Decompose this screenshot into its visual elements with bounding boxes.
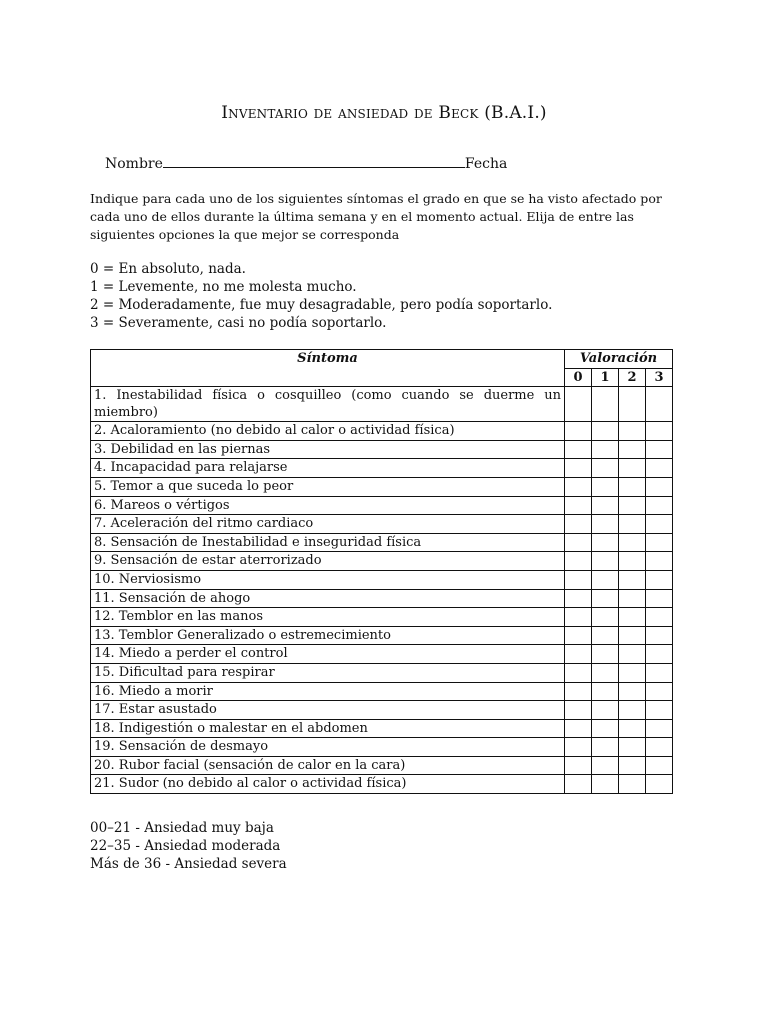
score-cell-2[interactable] (619, 663, 646, 682)
score-cell-0[interactable] (565, 756, 592, 775)
score-cell-2[interactable] (619, 775, 646, 794)
score-cell-1[interactable] (592, 589, 619, 608)
score-cell-2[interactable] (619, 682, 646, 701)
symptom-label: 16. Miedo a morir (91, 682, 565, 701)
table-row (91, 645, 673, 664)
symptom-label: 17. Estar asustado (91, 701, 565, 720)
table-row (91, 626, 673, 645)
table-row (91, 663, 673, 682)
title-abbreviation: (B.A.I.) (484, 103, 547, 123)
score-cell-3[interactable] (646, 477, 673, 496)
symptom-label: 21. Sudor (no debido al calor o actividad física) (91, 775, 565, 794)
score-cell-3[interactable] (646, 515, 673, 534)
symptom-label: 12. Temblor en las manos (91, 608, 565, 627)
score-cell-1[interactable] (592, 387, 619, 422)
symptom-column-header: Síntoma (91, 350, 565, 387)
rating-column-header: Valoración (565, 350, 673, 369)
scale-item: 2 = Moderadamente, fue muy desagradable, pero podía soportarlo. (90, 297, 553, 313)
table-row (91, 422, 673, 441)
score-cell-3[interactable] (646, 422, 673, 441)
score-cell-1[interactable] (592, 626, 619, 645)
score-cell-1[interactable] (592, 663, 619, 682)
score-cell-2[interactable] (619, 422, 646, 441)
name-date-line (105, 155, 507, 172)
table-row (91, 719, 673, 738)
scale-item: 1 = Levemente, no me molesta mucho. (90, 279, 357, 295)
symptom-label: 20. Rubor facial (sensación de calor en la cara) (91, 756, 565, 775)
score-cell-2[interactable] (619, 701, 646, 720)
table-row (91, 682, 673, 701)
score-cell-0[interactable] (565, 570, 592, 589)
score-cell-3[interactable] (646, 496, 673, 515)
score-cell-0[interactable] (565, 387, 592, 422)
score-cell-0[interactable] (565, 552, 592, 571)
score-cell-3[interactable] (646, 682, 673, 701)
score-cell-3[interactable] (646, 626, 673, 645)
score-cell-3[interactable] (646, 570, 673, 589)
symptom-label: 14. Miedo a perder el control (91, 645, 565, 664)
symptom-label: 7. Aceleración del ritmo cardiaco (91, 515, 565, 534)
score-cell-1[interactable] (592, 496, 619, 515)
score-cell-3[interactable] (646, 552, 673, 571)
table-row (91, 570, 673, 589)
score-cell-2[interactable] (619, 440, 646, 459)
score-cell-2[interactable] (619, 496, 646, 515)
table-row (91, 589, 673, 608)
interpretation-item: 22–35 - Ansiedad moderada (90, 838, 281, 854)
symptom-label: 6. Mareos o vértigos (91, 496, 565, 515)
score-cell-0[interactable] (565, 422, 592, 441)
score-header-2: 2 (619, 368, 646, 387)
table-row (91, 477, 673, 496)
score-cell-0[interactable] (565, 626, 592, 645)
score-cell-0[interactable] (565, 459, 592, 478)
score-cell-2[interactable] (619, 645, 646, 664)
title-text-1: nventario de ansiedad de (228, 103, 433, 123)
score-cell-0[interactable] (565, 775, 592, 794)
table-row (91, 738, 673, 757)
score-cell-1[interactable] (592, 533, 619, 552)
score-cell-1[interactable] (592, 682, 619, 701)
title-text-2: eck (451, 103, 479, 123)
score-cell-1[interactable] (592, 570, 619, 589)
score-cell-1[interactable] (592, 738, 619, 757)
score-cell-0[interactable] (565, 701, 592, 720)
symptom-label: 8. Sensación de Inestabilidad e inseguridad física (91, 533, 565, 552)
score-interpretation (90, 819, 287, 873)
table-row (91, 459, 673, 478)
score-cell-3[interactable] (646, 701, 673, 720)
score-cell-1[interactable] (592, 645, 619, 664)
score-cell-2[interactable] (619, 738, 646, 757)
score-cell-1[interactable] (592, 515, 619, 534)
score-cell-3[interactable] (646, 719, 673, 738)
table-row (91, 533, 673, 552)
score-cell-1[interactable] (592, 756, 619, 775)
symptom-label: 3. Debilidad en las piernas (91, 440, 565, 459)
instructions-paragraph: Indique para cada uno de los siguientes síntomas el grado en que se ha visto afectado por cada uno de ellos durante la última semana y en el momento actual. Elija de entre las siguientes opciones la que mejor se corresponda (90, 191, 662, 242)
symptom-table (90, 349, 673, 794)
score-cell-2[interactable] (619, 589, 646, 608)
score-cell-0[interactable] (565, 719, 592, 738)
score-cell-1[interactable] (592, 477, 619, 496)
score-cell-1[interactable] (592, 459, 619, 478)
score-cell-3[interactable] (646, 459, 673, 478)
score-cell-3[interactable] (646, 387, 673, 422)
score-cell-2[interactable] (619, 477, 646, 496)
score-cell-2[interactable] (619, 756, 646, 775)
score-cell-2[interactable] (619, 626, 646, 645)
scale-item: 0 = En absoluto, nada. (90, 261, 246, 277)
title-initial-i: I (221, 103, 229, 123)
score-cell-0[interactable] (565, 682, 592, 701)
symptom-label: 5. Temor a que suceda lo peor (91, 477, 565, 496)
score-cell-0[interactable] (565, 496, 592, 515)
score-cell-3[interactable] (646, 440, 673, 459)
score-cell-2[interactable] (619, 719, 646, 738)
symptom-label: 1. Inestabilidad física o cosquilleo (como cuando se duerme un miembro) (91, 387, 565, 422)
score-cell-1[interactable] (592, 440, 619, 459)
score-cell-0[interactable] (565, 608, 592, 627)
score-cell-0[interactable] (565, 663, 592, 682)
rating-scale (90, 260, 552, 332)
symptom-label: 13. Temblor Generalizado o estremecimiento (91, 626, 565, 645)
score-cell-0[interactable] (565, 589, 592, 608)
score-header-3: 3 (646, 368, 673, 387)
score-cell-3[interactable] (646, 756, 673, 775)
title-initial-b: B (438, 103, 452, 123)
score-cell-2[interactable] (619, 459, 646, 478)
scale-item: 3 = Severamente, casi no podía soportarlo. (90, 315, 387, 331)
symptom-label: 2. Acaloramiento (no debido al calor o actividad física) (91, 422, 565, 441)
table-header-row (91, 350, 673, 369)
score-cell-1[interactable] (592, 775, 619, 794)
score-cell-3[interactable] (646, 533, 673, 552)
table-row (91, 756, 673, 775)
score-cell-2[interactable] (619, 552, 646, 571)
table-row (91, 496, 673, 515)
score-cell-2[interactable] (619, 515, 646, 534)
score-cell-3[interactable] (646, 738, 673, 757)
score-cell-0[interactable] (565, 440, 592, 459)
table-row (91, 387, 673, 422)
symptom-label: 11. Sensación de ahogo (91, 589, 565, 608)
table-row (91, 775, 673, 794)
interpretation-item: Más de 36 - Ansiedad severa (90, 856, 287, 872)
document-title (0, 103, 768, 123)
score-cell-0[interactable] (565, 477, 592, 496)
symptom-label: 18. Indigestión o malestar en el abdomen (91, 719, 565, 738)
symptom-label: 15. Dificultad para respirar (91, 663, 565, 682)
score-cell-2[interactable] (619, 570, 646, 589)
score-header-1: 1 (592, 368, 619, 387)
score-cell-2[interactable] (619, 608, 646, 627)
symptom-label: 10. Nerviosismo (91, 570, 565, 589)
score-cell-0[interactable] (565, 515, 592, 534)
score-cell-1[interactable] (592, 552, 619, 571)
score-cell-1[interactable] (592, 719, 619, 738)
score-cell-0[interactable] (565, 738, 592, 757)
table-row (91, 608, 673, 627)
score-cell-3[interactable] (646, 775, 673, 794)
score-header-0: 0 (565, 368, 592, 387)
score-cell-3[interactable] (646, 663, 673, 682)
name-label: Nombre (105, 156, 163, 172)
interpretation-item: 00–21 - Ansiedad muy baja (90, 820, 274, 836)
score-cell-3[interactable] (646, 645, 673, 664)
date-label: Fecha (464, 156, 508, 172)
table-row (91, 515, 673, 534)
score-cell-1[interactable] (592, 701, 619, 720)
table-row (91, 701, 673, 720)
symptom-label: 9. Sensación de estar aterrorizado (91, 552, 565, 571)
score-cell-1[interactable] (592, 608, 619, 627)
table-row (91, 552, 673, 571)
symptom-label: 4. Incapacidad para relajarse (91, 459, 565, 478)
score-cell-1[interactable] (592, 422, 619, 441)
score-cell-3[interactable] (646, 589, 673, 608)
symptom-label: 19. Sensación de desmayo (91, 738, 565, 757)
score-cell-0[interactable] (565, 533, 592, 552)
score-cell-2[interactable] (619, 387, 646, 422)
score-cell-2[interactable] (619, 533, 646, 552)
score-cell-3[interactable] (646, 608, 673, 627)
score-cell-0[interactable] (565, 645, 592, 664)
table-row (91, 440, 673, 459)
name-field[interactable] (163, 155, 465, 168)
